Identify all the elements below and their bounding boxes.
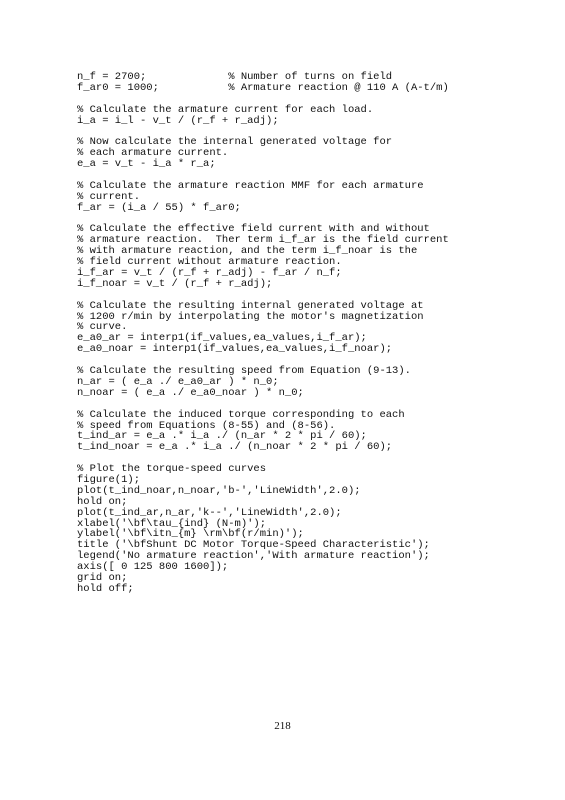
- code-line: hold on;: [77, 495, 128, 508]
- code-line: i_f_ar = v_t / (r_f + r_adj) - f_ar / n_f;: [77, 267, 342, 280]
- code-comment-line: % with armature reaction, and the term i_f_noar is the: [77, 245, 418, 258]
- code-line: xlabel('\bf\tau_{ind} (N-m)');: [77, 517, 267, 530]
- code-line: i_a = i_l - v_t / (r_f + r_adj);: [77, 114, 279, 127]
- code-line: grid on;: [77, 571, 128, 584]
- code-comment-line: % each armature current.: [77, 147, 229, 160]
- code-comment-line: % curve.: [77, 321, 128, 334]
- code-comment-line: % current.: [77, 190, 141, 203]
- code-line: e_a0_ar = interp1(if_values,ea_values,i_f_ar);: [77, 332, 367, 345]
- matlab-code-listing: [77, 72, 449, 595]
- code-line: f_ar = (i_a / 55) * f_ar0;: [77, 201, 241, 214]
- code-line: legend('No armature reaction','With armature reaction');: [77, 550, 430, 563]
- code-comment-line: % Calculate the effective field current with and without: [77, 223, 430, 236]
- code-line: e_a = v_t - i_a * r_a;: [77, 158, 216, 171]
- page-number: 218: [274, 720, 291, 732]
- code-line: ylabel('\bf\itn_{m} \rm\bf(r/min)');: [77, 528, 304, 541]
- code-line: figure(1);: [77, 473, 141, 486]
- code-line: title ('\bfShunt DC Motor Torque-Speed Characteristic');: [77, 539, 430, 552]
- code-comment-line: % field current without armature reaction.: [77, 256, 342, 269]
- code-comment-line: % speed from Equations (8-55) and (8-56).: [77, 419, 336, 432]
- code-line: t_ind_ar = e_a .* i_a ./ (n_ar * 2 * pi / 60);: [77, 430, 367, 443]
- code-comment-line: % Calculate the resulting internal generated voltage at: [77, 299, 424, 312]
- code-line: i_f_noar = v_t / (r_f + r_adj);: [77, 277, 273, 290]
- code-comment-line: % Plot the torque-speed curves: [77, 463, 267, 476]
- code-line: e_a0_noar = interp1(if_values,ea_values,i_f_noar);: [77, 343, 393, 356]
- code-comment-line: % Calculate the resulting speed from Equation (9-13).: [77, 365, 411, 378]
- code-line: n_noar = ( e_a ./ e_a0_noar ) * n_0;: [77, 386, 304, 399]
- code-blank-line: [77, 399, 449, 410]
- code-comment-line: % Calculate the armature current for each load.: [77, 103, 374, 116]
- code-comment-line: % Calculate the induced torque corresponding to each: [77, 408, 405, 421]
- code-line: hold off;: [77, 582, 134, 595]
- code-line: n_ar = ( e_a ./ e_a0_ar ) * n_0;: [77, 375, 279, 388]
- code-comment-line: % Calculate the armature reaction MMF for each armature: [77, 179, 424, 192]
- code-line: plot(t_ind_noar,n_noar,'b-','LineWidth',2.0);: [77, 484, 361, 497]
- code-line: n_f = 2700; % Number of turns on field: [77, 71, 393, 83]
- code-line: plot(t_ind_ar,n_ar,'k--','LineWidth',2.0);: [77, 506, 342, 519]
- code-line: f_ar0 = 1000; % Armature reaction @ 110 A (A-t/m): [77, 81, 449, 94]
- code-line: t_ind_noar = e_a .* i_a ./ (n_noar * 2 * pi / 60);: [77, 441, 393, 454]
- code-comment-line: % 1200 r/min by interpolating the motor's magnetization: [77, 310, 424, 323]
- code-line: axis([ 0 125 800 1600]);: [77, 561, 229, 574]
- code-comment-line: % Now calculate the internal generated voltage for: [77, 136, 393, 149]
- code-comment-line: % armature reaction. Ther term i_f_ar is the field current: [77, 234, 449, 247]
